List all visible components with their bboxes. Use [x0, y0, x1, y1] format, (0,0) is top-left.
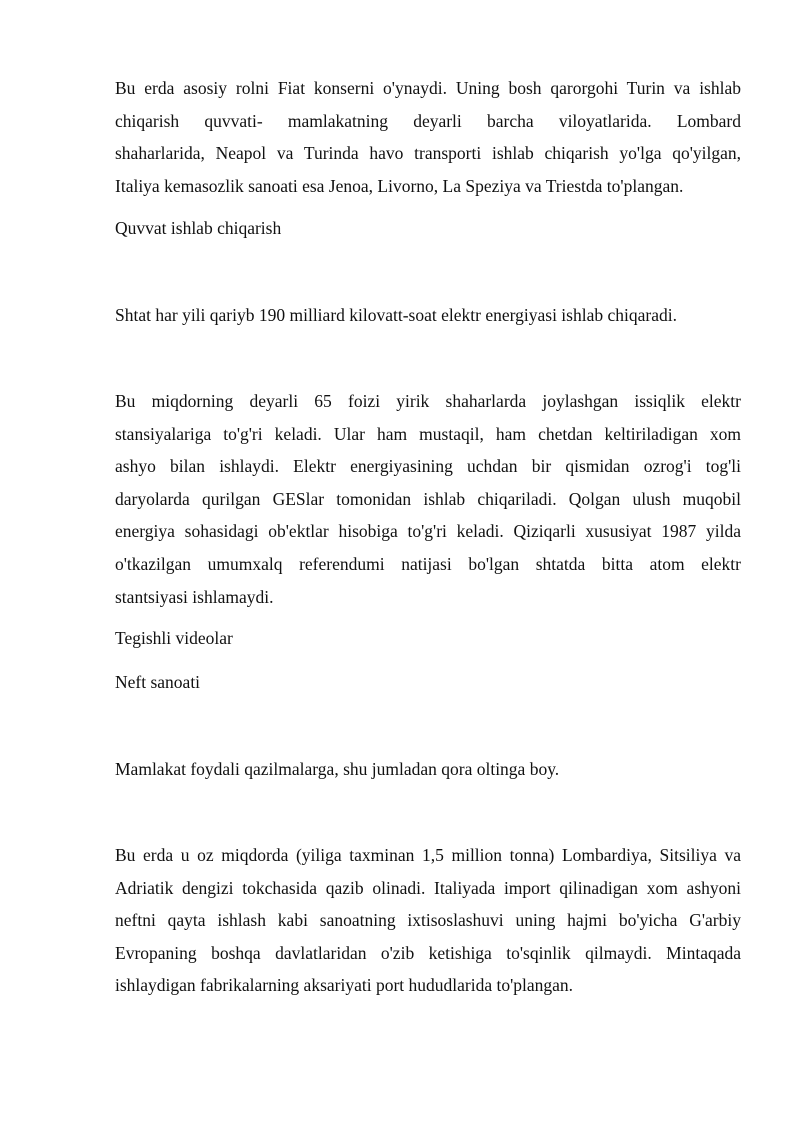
- text-line: o'tkazilgan umumxalq referendumi natijasi bo'lgan shtatda bitta atom elektr: [115, 553, 741, 574]
- text-line: Bu miqdorning deyarli 65 foizi yirik shaharlarda joylashgan issiqlik elektr: [115, 391, 741, 411]
- text-line: stantsiyasi ishlamaydi.: [115, 586, 274, 607]
- paragraph-fiat: [115, 72, 741, 202]
- text-line: Adriatik dengizi tokchasida qazib olinadi. Italiyada import qilinadigan xom ashyoni: [115, 877, 741, 898]
- text-line: ashyo bilan ishlaydi. Elektr energiyasining uchdan bir qismidan ozrog'i tog'li: [115, 456, 741, 477]
- paragraph-oil-details: [115, 839, 741, 1002]
- text-line: daryolarda qurilgan GESlar tomonidan ishlab chiqariladi. Qolgan ulush muqobil: [115, 488, 741, 509]
- section-heading-power: Quvvat ishlab chiqarish: [115, 218, 282, 238]
- paragraph-minerals: Mamlakat foydali qazilmalarga, shu jumladan qora oltinga boy.: [115, 759, 560, 779]
- text-line: Bu erda asosiy rolni Fiat konserni o'ynaydi. Uning bosh qarorgohi Turin va ishlab: [115, 78, 741, 98]
- text-line: stansiyalariga to'g'ri keladi. Ular ham mustaqil, ham chetdan keltiriladigan xom: [115, 423, 741, 444]
- text-line: Evropaning boshqa davlatlaridan o'zib ketishiga to'sqinlik qilmaydi. Mintaqada: [115, 942, 741, 963]
- text-line: neftni qayta ishlash kabi sanoatning ixtisoslashuvi uning hajmi bo'yicha G'arbiy: [115, 910, 741, 931]
- text-line: Italiya kemasozlik sanoati esa Jenoa, Livorno, La Speziya va Triestda to'plangan.: [115, 175, 684, 196]
- text-line: ishlaydigan fabrikalarning aksariyati port hududlarida to'plangan.: [115, 975, 574, 996]
- text-line: shaharlarida, Neapol va Turinda havo transporti ishlab chiqarish yo'lga qo'yilgan,: [115, 143, 741, 164]
- section-heading-oil: Neft sanoati: [115, 672, 201, 692]
- text-line: Bu erda u oz miqdorda (yiliga taxminan 1,5 million tonna) Lombardiya, Sitsiliya va: [115, 845, 741, 865]
- section-heading-videos: Tegishli videolar: [115, 628, 233, 648]
- paragraph-power-details: [115, 385, 741, 613]
- paragraph-power-output: Shtat har yili qariyb 190 milliard kilovatt-soat elektr energiyasi ishlab chiqaradi.: [115, 305, 677, 325]
- text-line: chiqarish quvvati- mamlakatning deyarli barcha viloyatlarida. Lombard: [115, 110, 741, 131]
- text-line: energiya sohasidagi ob'ektlar hisobiga to'g'ri keladi. Qiziqarli xususiyat 1987 yilda: [115, 521, 741, 542]
